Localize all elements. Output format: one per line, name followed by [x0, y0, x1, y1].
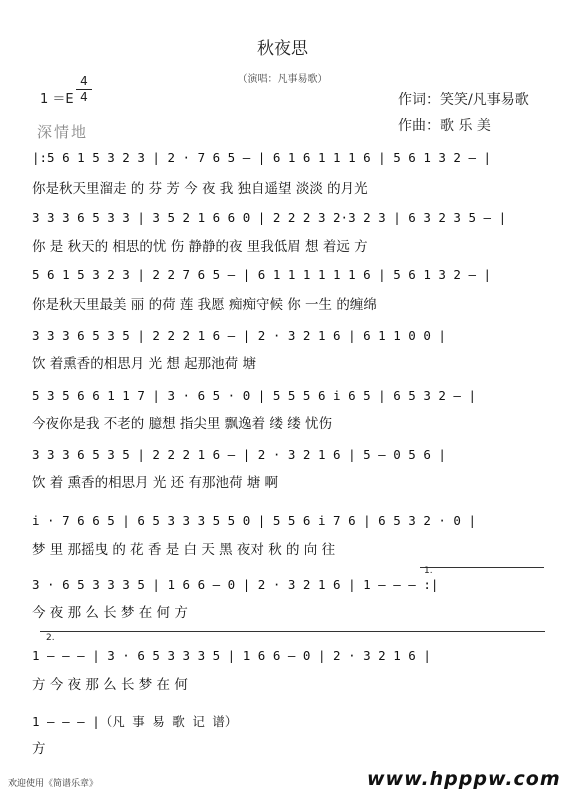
lyric-row: 方 [32, 741, 46, 757]
composer-credit: 作曲：歌 乐 美 [398, 118, 491, 134]
lyric-row: 饮 着 熏香的相思月 光 还 有那池荷 塘 啊 [32, 475, 279, 491]
volta-bracket-1 [420, 567, 544, 568]
notation-row: |:5 6 1 5 3 2 3 | 2 · 7 6 5 – | 6 1 6 1 1 1 6 | 5 6 1 3 2 – | [32, 150, 492, 165]
notation-row: 3 3 3 6 5 3 5 | 2 2 2 1 6 – | 2 · 3 2 1 6 | 5 – 0 5 6 | [32, 447, 446, 462]
lyric-row: 你是秋天里溜走 的 芬 芳 今 夜 我 独自遥望 淡淡 的月光 [32, 181, 368, 197]
lyric-row: 方 今 夜 那 么 长 梦 在 何 [32, 677, 188, 693]
lyric-row: 你是秋天里最美 丽 的荷 莲 我愿 痴痴守候 你 一生 的缠绵 [32, 297, 377, 313]
site-logo: www.hpppw.com [367, 768, 561, 790]
time-signature-bottom: 4 [80, 90, 88, 104]
notation-row: 1 – – – |（凡 事 易 歌 记 谱） [32, 714, 238, 729]
lyric-row: 今夜你是我 不老的 臆想 指尖里 飘逸着 缕 缕 忧伤 [32, 416, 333, 432]
notation-row: 5 3 5 6 6 1 1 7 | 3 · 6 5 · 0 | 5 5 5 6 i 6 5 | 6 5 3 2 – | [32, 388, 477, 403]
song-title: 秋夜思 [257, 39, 308, 59]
volta-bracket-2 [40, 631, 545, 632]
lyricist-credit: 作词：笑笑/凡事易歌 [398, 92, 529, 108]
notation-row: 3 · 6 5 3 3 3 5 | 1 6 6 – 0 | 2 · 3 2 1 6 | 1 – – – :| [32, 577, 439, 592]
tempo-marking: 深情地 [37, 123, 89, 141]
lyric-row: 梦 里 那摇曳 的 花 香 是 白 天 黑 夜对 秋 的 向 往 [32, 542, 336, 558]
footer-note: 欢迎使用《简谱乐章》 [8, 779, 99, 789]
notation-row: 1 – – – | 3 · 6 5 3 3 3 5 | 1 6 6 – 0 | 2 · 3 2 1 6 | [32, 648, 431, 663]
notation-row: i · 7 6 6 5 | 6 5 3 3 3 5 5 0 | 5 5 6 i 7 6 | 6 5 3 2 · 0 | [32, 513, 477, 528]
singer-credit: （演唱：凡事易歌） [237, 74, 328, 85]
time-signature [76, 74, 92, 105]
lyric-row: 今 夜 那 么 长 梦 在 何 方 [32, 605, 188, 621]
time-signature-top: 4 [76, 74, 92, 90]
key-signature: 1 ＝E [40, 92, 74, 107]
volta-first-label: 1. [424, 566, 433, 576]
lyric-row: 你 是 秋天的 相思的忧 伤 静静的夜 里我低眉 想 着远 方 [32, 239, 368, 255]
volta-second-label: 2. [46, 633, 55, 643]
notation-row: 5 6 1 5 3 2 3 | 2 2 7 6 5 – | 6 1 1 1 1 1 1 6 | 5 6 1 3 2 – | [32, 267, 492, 282]
notation-row: 3 3 3 6 5 3 5 | 2 2 2 1 6 – | 2 · 3 2 1 6 | 6 1 1 0 0 | [32, 328, 446, 343]
lyric-row: 饮 着熏香的相思月 光 想 起那池荷 塘 [32, 356, 256, 372]
notation-row: 3 3 3 6 5 3 3 | 3 5 2 1 6 6 0 | 2 2 2 3 2·3 2 3 | 6 3 2 3 5 – | [32, 210, 507, 225]
